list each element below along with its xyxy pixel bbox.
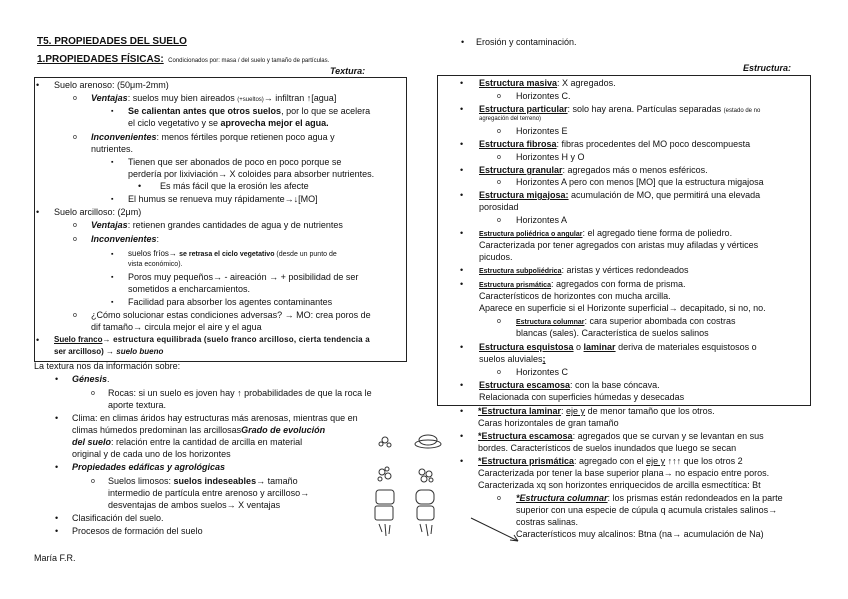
circle-bullet-icon: o — [497, 93, 501, 100]
bullet-icon: • — [460, 380, 464, 390]
bullet-icon: • — [460, 265, 464, 275]
circle-bullet-icon: o — [91, 478, 95, 485]
estructura-heading: Estructura: — [743, 63, 792, 73]
list-item: vista económico). — [128, 261, 183, 268]
list-item: Horizontes A pero con menos [MO] que la estructura migajosa — [516, 177, 764, 187]
list-item: Caras horizontales de gran tamaño — [478, 418, 619, 428]
bullet-icon: • — [461, 37, 465, 47]
bullet-icon: • — [36, 335, 40, 345]
list-item: del suelo: relación entre la cantidad de arcilla en material — [72, 437, 303, 447]
erosion-text: Erosión y contaminación. — [476, 37, 577, 47]
list-item: Estructura subpoliédrica: aristas y vértices redondeados — [479, 265, 689, 275]
list-item: nutrientes. — [91, 144, 134, 154]
list-item: Característicos de horizontes con mucha arcilla. — [479, 291, 671, 301]
bullet-icon: • — [460, 228, 464, 238]
circle-bullet-icon: o — [73, 134, 77, 141]
list-item: Suelo arcilloso: (2μm) — [54, 207, 142, 217]
bullet-icon: • — [55, 526, 59, 536]
subtitle-line — [37, 49, 329, 67]
list-item: el ciclo vegetativo y se aprovecha mejor el agua. — [128, 118, 329, 128]
list-item: Suelo franco→ estructura equilibrada (suelo franco arcilloso, cierta tendencia a — [54, 335, 370, 344]
list-item: Inconvenientes: menos fértiles porque retienen poco agua y — [91, 132, 335, 142]
list-item: Suelos limosos: suelos indeseables→ tamaño — [108, 476, 298, 486]
textura-heading: Textura: — [330, 66, 366, 76]
list-item: agregación del terreno) — [479, 116, 542, 122]
list-item: Estructura esquistosa o laminar deriva de materiales esquistosos o — [479, 342, 757, 352]
list-item: blancas (sales). Característica de suelos salinos — [516, 328, 709, 338]
list-item: El humus se renueva muy rápidamente→↓[MO] — [128, 194, 318, 204]
list-item: Estructura masiva: X agregados. — [479, 78, 616, 88]
square-bullet-icon: ▪ — [111, 159, 114, 166]
list-item: original y de cada uno de los horizontes — [72, 449, 231, 459]
list-item: Caracterizada por tener agregados con aristas muy afiladas y vértices — [479, 240, 759, 250]
square-bullet-icon: ▪ — [111, 251, 114, 258]
bullet-icon: • — [55, 462, 59, 472]
list-item: Tienen que ser abonados de poco en poco porque se — [128, 157, 342, 167]
list-item: perdería por lixiviación→ X coloides para absorber nutrientes. — [128, 169, 375, 179]
bullet-icon: • — [460, 190, 464, 200]
list-item: Estructura fibrosa: fibras procedentes del MO poco descompuesta — [479, 139, 751, 149]
list-item: Estructura prismática: agregados con forma de prisma. — [479, 279, 686, 289]
list-item: Clima: en climas áridos hay estructuras más arenosas, mientras que en — [72, 413, 358, 423]
list-item: ¿Cómo solucionar estas condiciones adversas? → MO: crea poros de — [91, 310, 371, 320]
list-item: Horizontes H y O — [516, 152, 585, 162]
subtitle-note: Condicionados por: masa / del suelo y tamaño de partículas. — [168, 58, 330, 64]
circle-bullet-icon: o — [91, 390, 95, 397]
list-item: Estructura granular: agregados más o menos esféricos. — [479, 165, 708, 175]
bullet-icon: • — [55, 513, 59, 523]
list-item: Estructura poliédrica o angular: el agregado tiene forma de poliedro. — [479, 228, 733, 238]
list-item: Estructura particular: solo hay arena. Partículas separadas (estado de no — [479, 104, 761, 114]
list-item: climas húmedos predominan las arcillosasGrado de evolución — [72, 425, 326, 435]
list-item: Es más fácil que la erosión les afecte — [160, 181, 309, 191]
list-item: intermedio de partícula entre arenoso y arcilloso→ — [108, 488, 310, 498]
bullet-icon: • — [138, 181, 142, 191]
bullet-icon: • — [36, 207, 40, 217]
circle-bullet-icon: o — [497, 217, 501, 224]
list-item: sometidos a encharcamientos. — [128, 284, 251, 294]
list-item: Clasificación del suelo. — [72, 513, 164, 523]
bullet-icon: • — [55, 374, 59, 384]
bullet-icon: • — [460, 456, 464, 466]
bullet-icon: • — [460, 406, 464, 416]
square-bullet-icon: ▪ — [111, 299, 114, 306]
bullet-icon: • — [460, 139, 464, 149]
square-bullet-icon: ▪ — [111, 108, 114, 115]
page-title: T5. PROPIEDADES DEL SUELO — [37, 36, 187, 47]
circle-bullet-icon: o — [73, 95, 77, 102]
circle-bullet-icon: o — [497, 154, 501, 161]
circle-bullet-icon: o — [73, 312, 77, 319]
list-item: Horizontes C. — [516, 91, 571, 101]
list-item: bordes. Característicos de suelos inundados que luego se secan — [478, 443, 737, 453]
list-item: La textura nos da información sobre: — [34, 361, 181, 371]
list-item: Suelo arenoso: (50μm-2mm) — [54, 80, 169, 90]
list-item: Se calientan antes que otros suelos, por lo que se acelera — [128, 106, 371, 116]
list-item: Ventajas: suelos muy bien aireados (+sueltos)→ infiltran ↑[agua] — [91, 93, 337, 103]
bullet-icon: • — [460, 431, 464, 441]
list-item: Relacionada con superficies húmedas y desecadas — [479, 392, 685, 402]
bullet-icon: • — [55, 413, 59, 423]
list-item: Caracterizada por tener la base superior plana→ no espacio entre poros. — [478, 468, 770, 478]
list-item: Horizontes A — [516, 215, 568, 225]
circle-bullet-icon: o — [497, 318, 501, 325]
list-item: porosidad — [479, 202, 519, 212]
list-item: Inconvenientes: — [91, 234, 160, 244]
bullet-icon: • — [460, 104, 464, 114]
circle-bullet-icon: o — [497, 495, 501, 502]
list-item: Facilidad para absorber los agentes contaminantes — [128, 297, 333, 307]
circle-bullet-icon: o — [497, 179, 501, 186]
bullet-icon: • — [460, 165, 464, 175]
list-item: Horizontes E — [516, 126, 568, 136]
list-item: Estructura columnar: cara superior abombada con costras — [516, 316, 736, 326]
list-item: Característicos muy alcalinos: Btna (na→ acumulación de Na) — [516, 529, 764, 539]
list-item: picudos. — [479, 252, 513, 262]
square-bullet-icon: ▪ — [111, 274, 114, 281]
list-item: desventajas de ambos suelos→ X ventajas — [108, 500, 281, 510]
signature: María F.R. — [34, 553, 76, 563]
circle-bullet-icon: o — [497, 369, 501, 376]
list-item: aporte textura. — [108, 400, 167, 410]
list-item: Caracterizada xq son horizontes enriquecidos de arcilla esmectítica: Bt — [478, 480, 761, 490]
list-item: Aparece en superficie si el Horizonte superficial→ decapitado, si no, no. — [479, 303, 766, 313]
list-item: Ventajas: retienen grandes cantidades de agua y de nutrientes — [91, 220, 343, 230]
list-item: superior con una especie de cúpula q acumula cristales salinos→ — [516, 505, 778, 515]
list-item: Horizontes C — [516, 367, 569, 377]
subtitle: 1.PROPIEDADES FÍSICAS: — [37, 54, 164, 65]
list-item: Poros muy pequeños→ - aireación → + posibilidad de ser — [128, 272, 359, 282]
list-item: costras salinas. — [516, 517, 579, 527]
bullet-icon: • — [460, 342, 464, 352]
bullet-icon: • — [460, 78, 464, 88]
list-item: Estructura escamosa: con la base cóncava. — [479, 380, 660, 390]
list-item: Génesis. — [72, 374, 110, 384]
list-item: Propiedades edáficas y agrológicas — [72, 462, 226, 472]
list-item: *Estructura escamosa: agregados que se curvan y se levantan en sus — [478, 431, 764, 441]
list-item: suelos fríos→ se retrasa el ciclo vegetativo (desde un punto de — [128, 249, 337, 258]
list-item: *Estructura laminar: eje y de menor tamaño que los otros. — [478, 406, 715, 416]
square-bullet-icon: ▪ — [111, 196, 114, 203]
list-item: *Estructura columnar: los prismas están redondeados en la parte — [516, 493, 783, 503]
list-item: Rocas: si un suelo es joven hay ↑ probabilidades de que la roca le — [108, 388, 372, 398]
circle-bullet-icon: o — [497, 128, 501, 135]
list-item: Estructura migajosa: acumulación de MO, que permitirá una elevada — [479, 190, 761, 200]
circle-bullet-icon: o — [73, 222, 77, 229]
list-item: *Estructura prismática: agregado con el eje y ↑↑↑ que los otros 2 — [478, 456, 743, 466]
list-item: Procesos de formación del suelo — [72, 526, 203, 536]
list-item: ser arcilloso) → suelo bueno — [54, 347, 164, 356]
structure-sketch-icon — [370, 428, 460, 550]
list-item: dif tamaño→ circula mejor el aire y el agua — [91, 322, 262, 332]
bullet-icon: • — [460, 279, 464, 289]
circle-bullet-icon: o — [73, 236, 77, 243]
list-item: suelos aluviales; — [479, 354, 546, 364]
bullet-icon: • — [36, 80, 40, 90]
